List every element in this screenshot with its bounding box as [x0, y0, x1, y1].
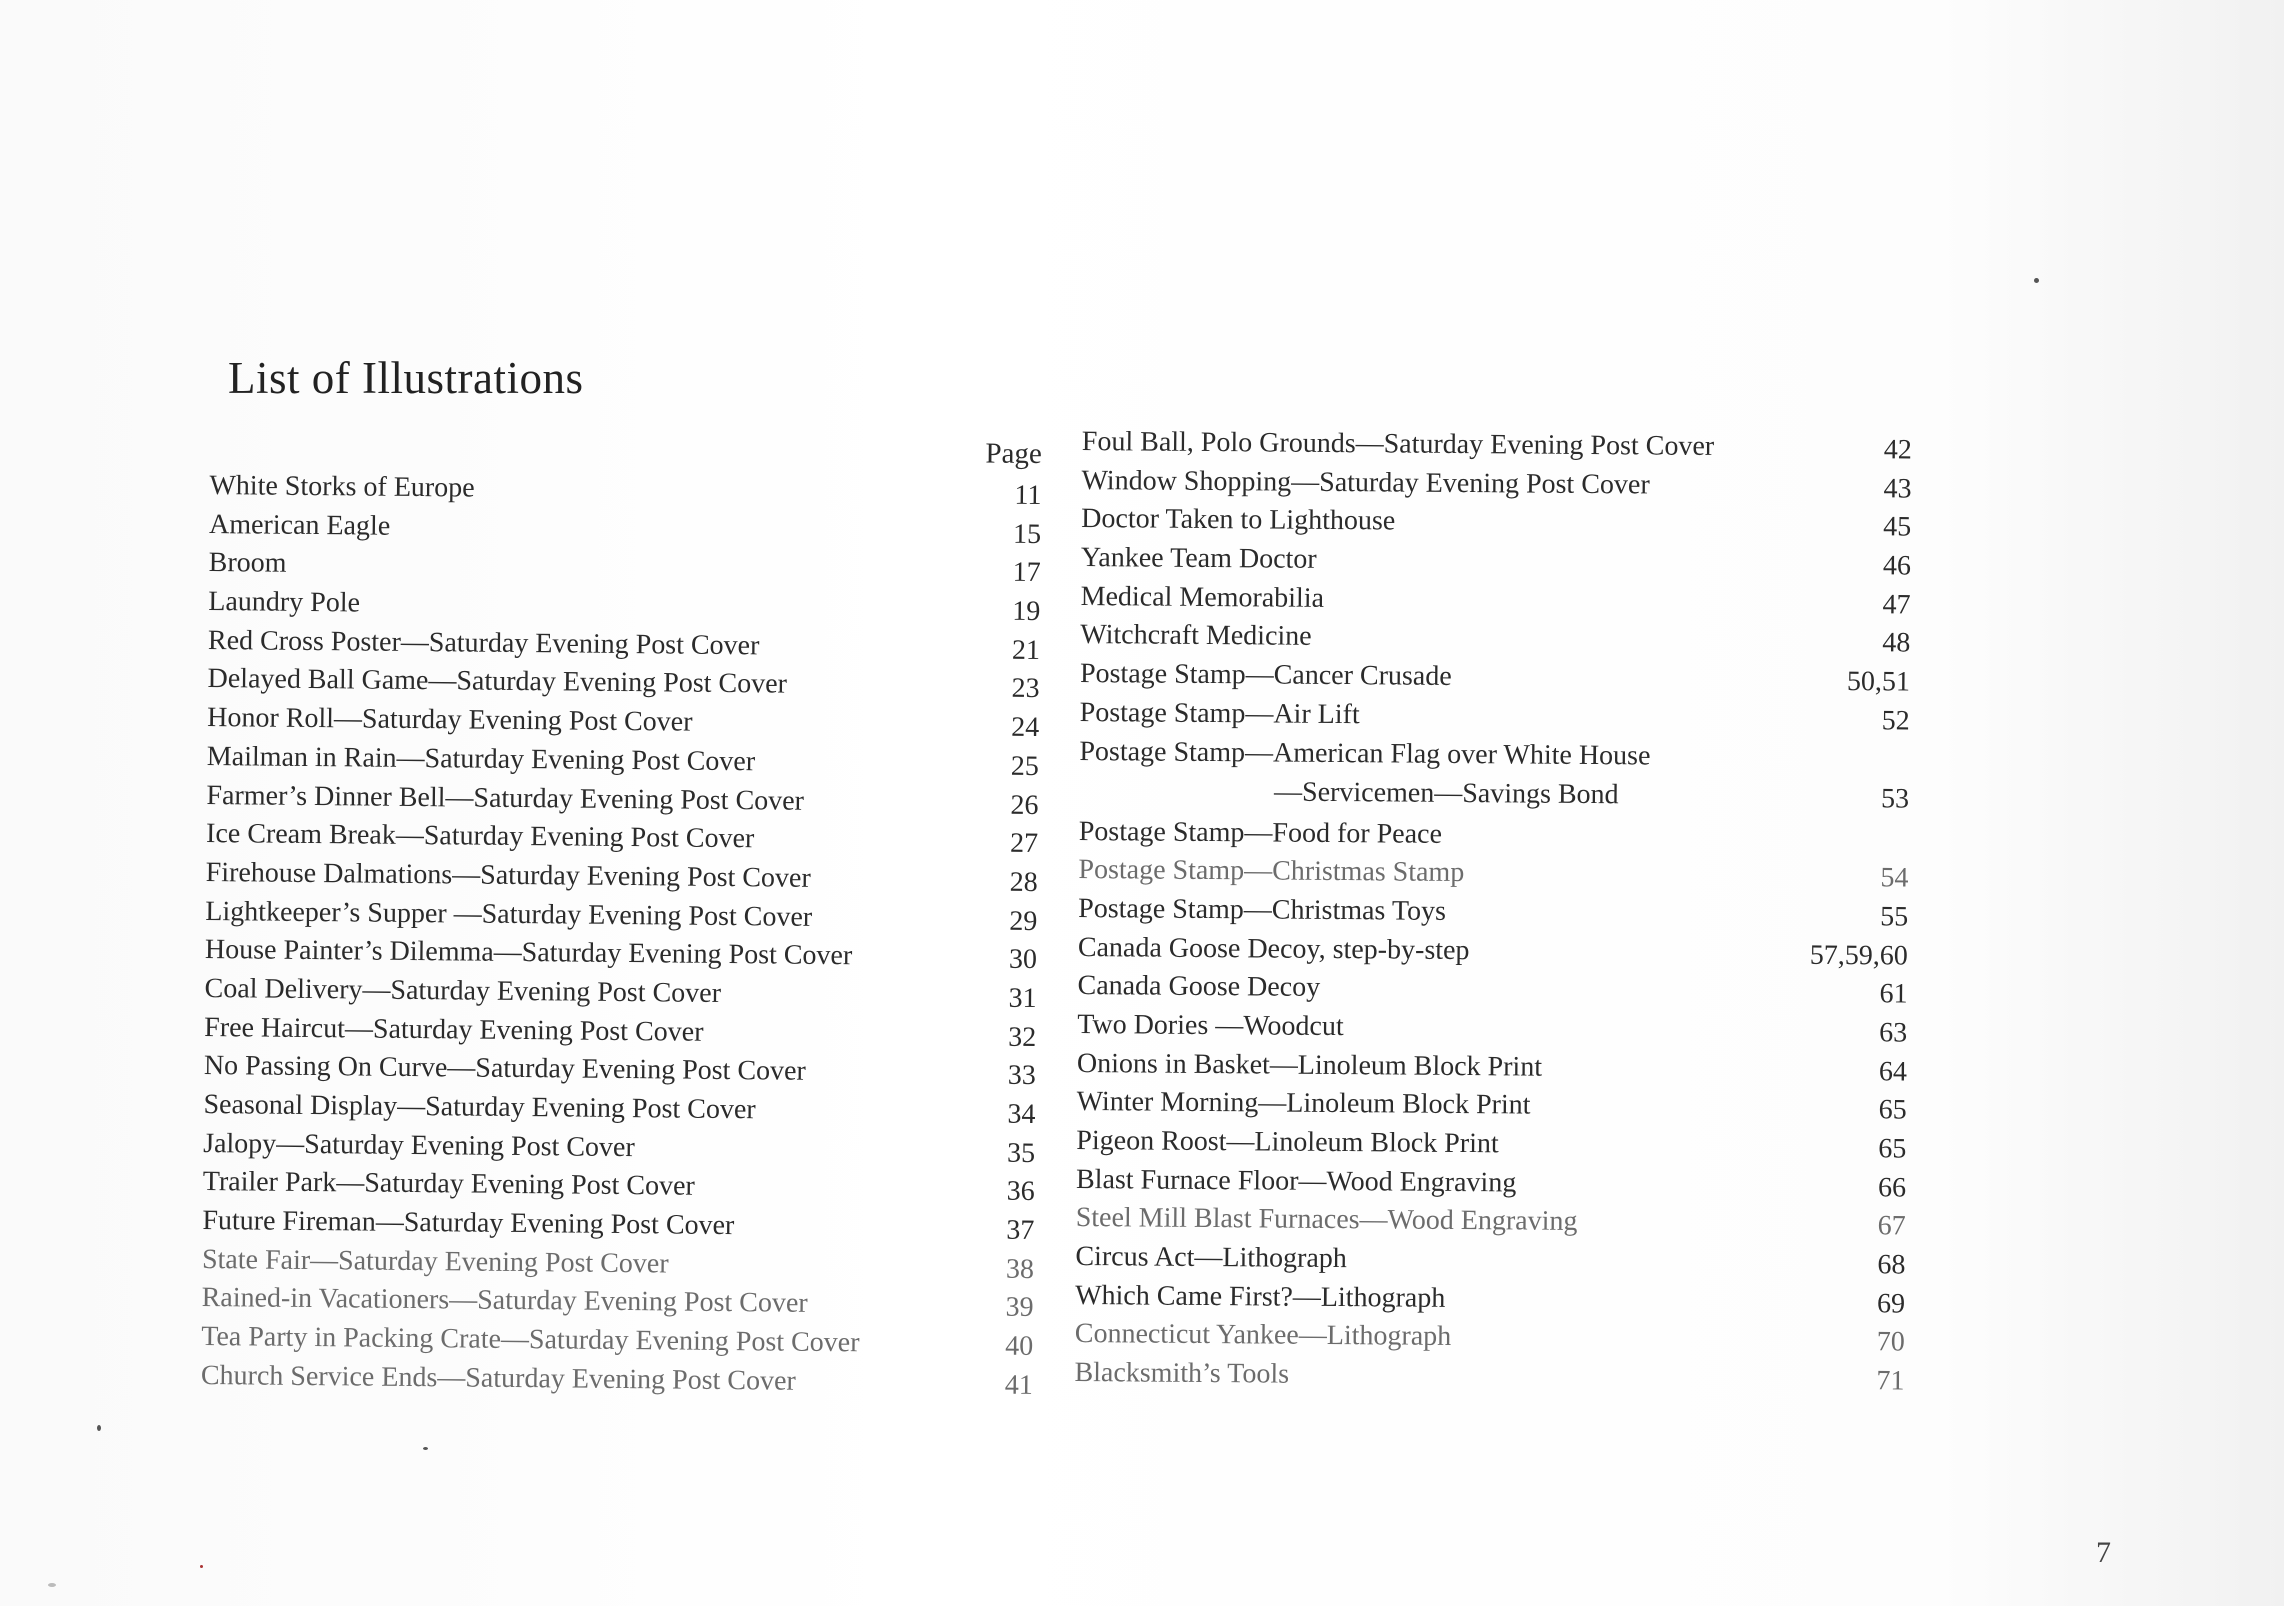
- illustration-title: Honor Roll—Saturday Evening Post Cover: [207, 702, 693, 738]
- page-column-header: Page: [985, 437, 1042, 470]
- illustration-page-number: 28: [1009, 866, 1038, 898]
- illustration-entry: [1079, 694, 1910, 739]
- illustration-page-number: 30: [1008, 943, 1038, 976]
- illustration-entry: [1077, 1006, 1908, 1051]
- illustration-page-number: 23: [1011, 673, 1040, 705]
- illustration-page-number: 19: [1012, 595, 1041, 628]
- illustration-title: Ice Cream Break—Saturday Evening Post Cover: [205, 818, 755, 855]
- illustration-title: Canada Goose Decoy: [1077, 970, 1321, 1004]
- illustration-page-number: 52: [1881, 705, 1910, 737]
- illustration-page-number: 17: [1012, 557, 1041, 589]
- illustration-title: Which Came First?—Lithograph: [1075, 1279, 1446, 1314]
- illustration-page-number: 67: [1877, 1210, 1906, 1242]
- scan-speck: [423, 1447, 428, 1450]
- illustration-page-number: 50,51: [1846, 666, 1911, 698]
- illustration-title: Two Dories —Woodcut: [1077, 1008, 1344, 1043]
- illustration-page-number: 57,59,60: [1809, 939, 1908, 972]
- illustration-title: Seasonal Display—Saturday Evening Post Cover: [203, 1088, 756, 1126]
- illustration-page-number: 39: [1005, 1292, 1034, 1324]
- illustration-entry: [1079, 732, 1910, 818]
- illustration-page-number: 42: [1883, 434, 1912, 466]
- illustration-title: Broom: [208, 547, 287, 580]
- left-column: [200, 430, 1060, 1401]
- illustration-entry: [1074, 1315, 1905, 1360]
- illustration-entry: [1076, 1045, 1908, 1090]
- illustration-title: Future Fireman—Saturday Evening Post Cover: [202, 1205, 735, 1242]
- illustration-title: No Passing On Curve—Saturday Evening Post Cover: [203, 1050, 806, 1088]
- illustration-entry: [1075, 1238, 1906, 1283]
- illustration-title: Postage Stamp—Christmas Toys: [1078, 892, 1447, 927]
- illustration-title: Steel Mill Blast Furnaces—Wood Engraving: [1075, 1202, 1578, 1238]
- illustration-page-number: 69: [1876, 1288, 1906, 1320]
- illustration-page-number: 45: [1883, 511, 1912, 543]
- illustration-page-number: 61: [1879, 978, 1908, 1010]
- illustration-entry: [1079, 655, 1911, 700]
- illustration-entry: [1081, 500, 1912, 545]
- illustration-title: Postage Stamp—Christmas Stamp: [1078, 854, 1465, 889]
- illustration-page-number: 33: [1007, 1060, 1036, 1092]
- left-illustration-list: [201, 467, 1060, 1404]
- illustration-entry: [201, 1357, 1051, 1404]
- page-title: List of Illustrations: [228, 353, 584, 403]
- illustration-title: Doctor Taken to Lighthouse: [1081, 503, 1396, 537]
- illustration-title: Laundry Pole: [208, 586, 361, 619]
- illustration-title: Witchcraft Medicine: [1080, 619, 1312, 653]
- illustration-page-number: 25: [1010, 750, 1039, 782]
- illustration-page-number: 66: [1877, 1171, 1907, 1204]
- illustration-page-number: 65: [1878, 1094, 1907, 1126]
- illustration-page-number: 43: [1883, 472, 1912, 505]
- illustration-page-number: 36: [1006, 1176, 1035, 1208]
- illustration-entry: [1076, 1122, 1907, 1167]
- illustration-title: American Eagle: [208, 508, 391, 542]
- illustration-page-number: 53: [1880, 782, 1910, 815]
- illustration-entry: [1079, 812, 1899, 857]
- illustration-page-number: 65: [1878, 1133, 1907, 1165]
- illustration-title: Jalopy—Saturday Evening Post Cover: [203, 1127, 635, 1163]
- scan-speck: [97, 1425, 101, 1431]
- illustration-page-number: [1769, 820, 1909, 821]
- illustration-entry: [1081, 423, 1912, 468]
- illustration-page-number: 54: [1880, 862, 1909, 894]
- illustration-page-number: 70: [1876, 1326, 1905, 1358]
- illustration-page-number: 35: [1006, 1137, 1036, 1169]
- illustration-entry: [1077, 967, 1908, 1012]
- illustration-page-number: 11: [1014, 479, 1042, 511]
- illustration-page-number: 29: [1009, 905, 1038, 937]
- illustration-entry: [1075, 1199, 1906, 1244]
- illustration-title: White Storks of Europe: [209, 469, 475, 504]
- scan-speck: [48, 1583, 56, 1587]
- illustration-page-number: 31: [1008, 982, 1037, 1014]
- illustration-title: Red Cross Poster—Saturday Evening Post Cover: [207, 624, 760, 662]
- illustration-title: Medical Memorabilia: [1080, 580, 1325, 614]
- illustration-entry: [1081, 462, 1912, 507]
- illustration-title: Coal Delivery—Saturday Evening Post Cover: [204, 972, 722, 1009]
- illustration-title: Rained-in Vacationers—Saturday Evening Post Cover: [201, 1282, 808, 1320]
- illustration-title: Trailer Park—Saturday Evening Post Cover: [202, 1166, 695, 1203]
- illustration-title: Delayed Ball Game—Saturday Evening Post Cover: [207, 663, 788, 700]
- illustration-page-number: 63: [1879, 1017, 1908, 1049]
- illustration-page-number: 37: [1006, 1214, 1035, 1247]
- illustration-title: Postage Stamp—Cancer Crusade: [1079, 658, 1452, 693]
- illustration-title: Postage Stamp—Food for Peace: [1078, 815, 1443, 850]
- illustration-title: State Fair—Saturday Evening Post Cover: [201, 1243, 669, 1280]
- illustration-title: Foul Ball, Polo Grounds—Saturday Evening Post Cover: [1081, 425, 1715, 462]
- illustration-title-continued: —Servicemen—Savings Bond: [1273, 776, 1619, 810]
- illustration-page-number: 26: [1010, 789, 1039, 821]
- illustration-entry: [1078, 890, 1909, 935]
- illustration-page-number: 41: [1004, 1369, 1034, 1401]
- illustration-page-number: 46: [1882, 550, 1912, 582]
- illustration-page-number: 27: [1009, 827, 1039, 860]
- illustration-title: Yankee Team Doctor: [1080, 542, 1317, 575]
- illustration-title: Postage Stamp—American Flag over White House: [1079, 735, 1651, 771]
- illustration-title: Winter Morning—Linoleum Block Print: [1076, 1086, 1531, 1121]
- illustration-page-number: 34: [1007, 1098, 1036, 1130]
- illustration-page-number: 55: [1880, 901, 1909, 933]
- right-illustration-list: [1074, 423, 1912, 1399]
- scan-speck: [2034, 278, 2039, 283]
- illustration-page-number: 32: [1008, 1021, 1037, 1053]
- illustration-title: Farmer’s Dinner Bell—Saturday Evening Post Cover: [206, 779, 805, 817]
- illustration-page-number: 47: [1882, 589, 1911, 621]
- illustration-page-number: 64: [1878, 1055, 1908, 1088]
- illustration-title: Canada Goose Decoy, step-by-step: [1077, 931, 1470, 966]
- illustration-page-number: 71: [1876, 1365, 1905, 1397]
- illustration-title: Onions in Basket—Linoleum Block Print: [1076, 1047, 1543, 1083]
- illustration-title: Blacksmith’s Tools: [1074, 1357, 1290, 1390]
- right-column: [1074, 423, 1912, 1397]
- illustration-title: Firehouse Dalmations—Saturday Evening Post Cover: [205, 856, 811, 894]
- illustration-entry: [1074, 1354, 1905, 1399]
- illustration-page-number: 48: [1882, 627, 1911, 659]
- illustration-title: Church Service Ends—Saturday Evening Post Cover: [200, 1359, 796, 1397]
- illustration-entry: [1078, 851, 1909, 896]
- illustration-page-number: 21: [1011, 634, 1041, 666]
- illustration-page-number: 68: [1877, 1249, 1906, 1281]
- illustration-title: Postage Stamp—Air Lift: [1079, 696, 1360, 731]
- illustration-entry: [1080, 616, 1911, 661]
- illustration-title: Pigeon Roost—Linoleum Block Print: [1076, 1124, 1499, 1160]
- illustration-title: Circus Act—Lithograph: [1075, 1241, 1347, 1275]
- illustration-title: Mailman in Rain—Saturday Evening Post Cover: [206, 740, 756, 778]
- illustration-page-number: 38: [1005, 1253, 1035, 1285]
- illustration-entry: [1075, 1161, 1907, 1206]
- illustration-entry: [1075, 1277, 1906, 1322]
- illustration-page-number: 24: [1011, 711, 1040, 744]
- illustration-page-number: 15: [1012, 518, 1042, 550]
- illustration-entry: [1076, 1083, 1907, 1128]
- illustration-entry: [1080, 539, 1912, 584]
- illustration-entry: [1080, 578, 1911, 623]
- illustration-title: Window Shopping—Saturday Evening Post Cover: [1081, 464, 1650, 501]
- illustration-title: Blast Furnace Floor—Wood Engraving: [1075, 1163, 1517, 1199]
- illustration-title: Free Haircut—Saturday Evening Post Cover: [204, 1011, 704, 1048]
- illustration-page-number: 40: [1005, 1330, 1034, 1363]
- illustration-title: House Painter’s Dilemma—Saturday Evening Post Cover: [204, 934, 853, 972]
- illustration-entry: [1077, 929, 1908, 974]
- illustration-title: Connecticut Yankee—Lithograph: [1074, 1318, 1452, 1353]
- illustration-title: Lightkeeper’s Supper —Saturday Evening Post Cover: [205, 895, 813, 933]
- illustration-title: Tea Party in Packing Crate—Saturday Evening Post Cover: [201, 1321, 860, 1359]
- page-number: 7: [2096, 1536, 2111, 1569]
- scan-speck: [200, 1565, 203, 1568]
